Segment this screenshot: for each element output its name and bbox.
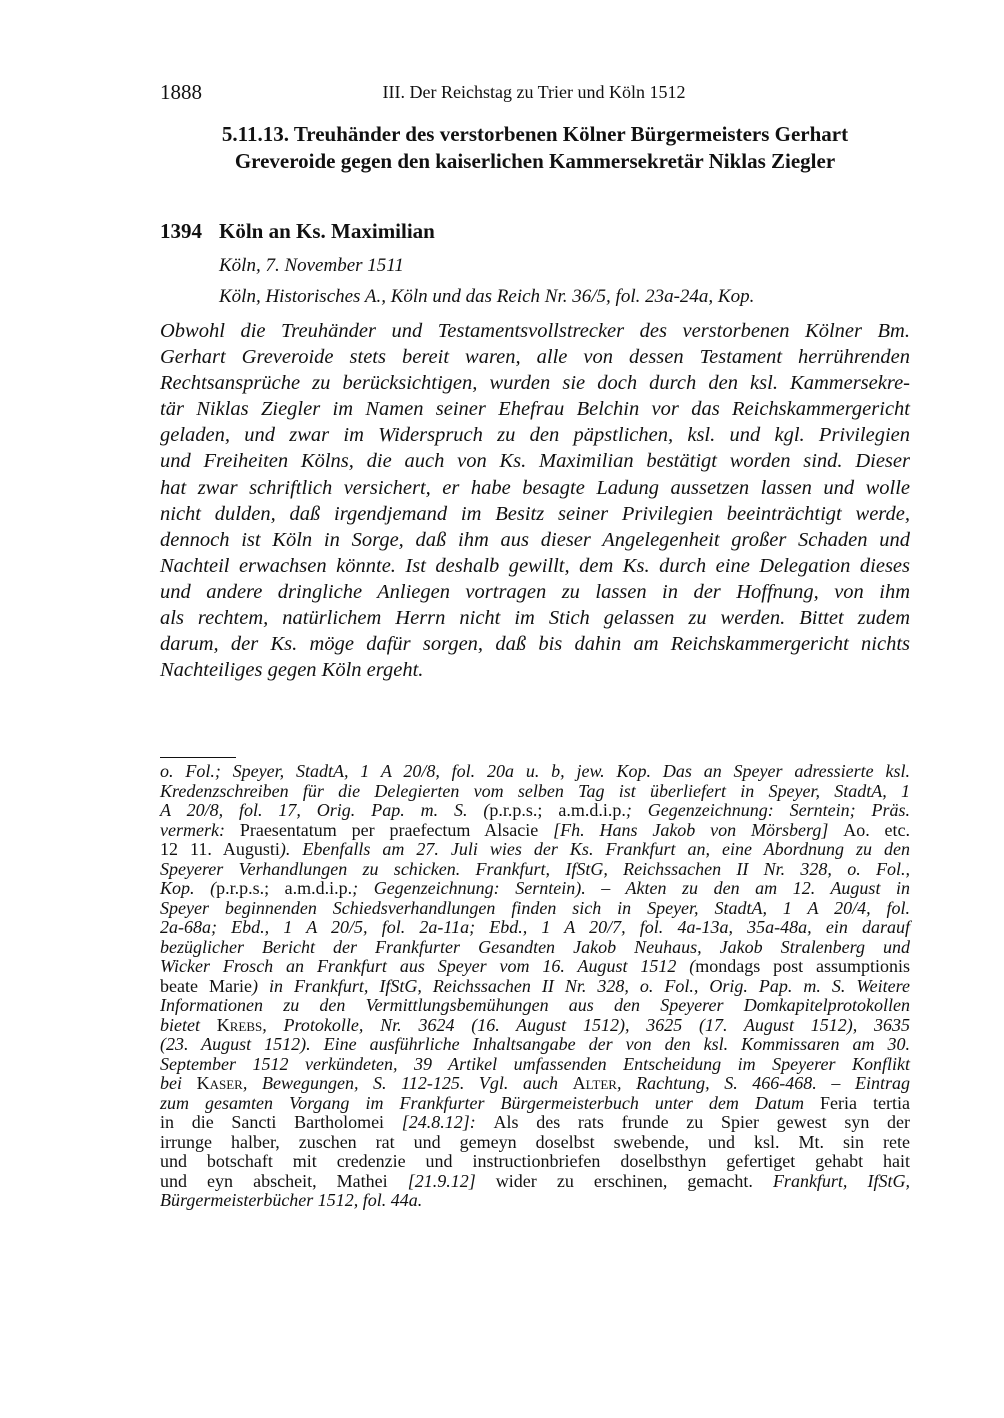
document-number: 1394 [160,219,202,243]
footnote-divider [160,757,236,758]
footnote-line: irrunge halber, zuschen rat und gemeyn doselbst swebende, und ksl. Mt. sin rete [160,1131,910,1152]
footnote-line: in die Sancti Bartholomei [24.8.12]: Als des rats frunde zu Spier gewest syn der [160,1112,911,1132]
summary-line: Nachteiliges gegen Köln ergeht. [160,659,424,682]
footnote-line: zum gesamten Vorgang im Frankfurter Bürgermeisterbuch unter dem Datum Feria tertia [160,1092,911,1113]
document-heading [160,218,910,245]
footnote [160,762,910,1211]
footnote-line: Informationen zu den Vermittlungsbemühungen aus den Speyerer Domkapitelprotokollen [160,995,910,1015]
footnote-line: und botschaft mit credenzie und instructionbriefen doselbsthyn gefertiget gehabt hait [160,1151,910,1171]
footnote-line: September 1512 verkündeten, 39 Artikel umfassenden Entscheidung im Speyerer Konflikt [160,1053,910,1074]
page-number: 1888 [160,80,202,104]
summary-line: Obwohl die Treuhänder und Testamentsvollstrecker des verstorbenen Kölner Bm. [160,320,910,342]
summary-line: Rechtsansprüche zu berücksichtigen, wurden sie doch durch den ksl. Kammersekre- [160,372,910,395]
footnote-line: beate Marie) in Frankfurt, IfStG, Reichssachen II Nr. 328, o. Fol., Orig. Pap. m. S. Weitere [160,975,910,996]
summary-line: nicht dulden, daß irgendjemand im Besitz seiner Privilegien beeinträchtigt werde, [160,502,910,525]
footnote-line: bietet Krebs, Protokolle, Nr. 3624 (16. August 1512), 3625 (17. August 1512), 3635 [160,1014,910,1035]
summary-line: und Freiheiten Kölns, die auch von Ks. Maximilian bestätigt worden sind. Dieser [160,450,910,473]
footnote-line: A 20/8, fol. 17, Orig. Pap. m. S. (p.r.p.s.; a.m.d.i.p.; Gegenzeichnung: Serntein; Präs. [160,800,910,820]
footnote-line: vermerk: Praesentatum per praefectum Alsacie [Fh. Hans Jakob von Mörsberg] Ao. etc. [160,819,911,840]
document-date: Köln, 7. November 1511 [219,255,404,276]
document-title: Köln an Ks. Maximilian [219,219,435,243]
footnote-line: Speyer beginnenden Schiedsverhandlungen finden sich in Speyer, StadtA, 1 A 20/4, fol. [160,897,910,918]
section-heading [160,121,910,175]
footnote-line: Wicker Frosch an Frankfurt aus Speyer vom 16. August 1512 (mondags post assumptionis [160,956,911,976]
summary-line: tär Niklas Ziegler im Namen seiner Ehefrau Belchin vor das Reichskammergericht [160,398,910,421]
footnote-line: 2a-68a; Ebd., 1 A 20/5, fol. 2a-11a; Ebd., 1 A 20/7, fol. 4a-13a, 35a-48a, ein darauf [160,917,910,937]
summary-line: als rechtem, natürlichem Herrn nicht im Stich gelassen zu werden. Bittet zudem [160,607,910,630]
summary-line: und andere dringliche Anliegen vortragen zu lassen in der Hoffnung, von ihm [160,580,910,603]
footnote-line: 12 11. Augusti). Ebenfalls am 27. Juli wies der Ks. Frankfurt an, eine Abordnung zu den [160,839,910,859]
footnote-line: (23. August 1512). Eine ausführliche Inhaltsangabe der von den ksl. Kommissaren am 30. [160,1034,910,1054]
summary-line: geladen, und zwar im Widerspruch zu den päpstlichen, ksl. und kgl. Privilegien [160,424,910,447]
section-heading-line: 5.11.13. Treuhänder des verstorbenen Kölner Bürgermeisters Gerhart [221,122,849,146]
running-title: III. Der Reichstag zu Trier und Köln 1512 [382,82,686,102]
document-source: Köln, Historisches A., Köln und das Reich Nr. 36/5, fol. 23a-24a, Kop. [219,286,755,307]
footnote-line: Speyerer Verhandlungen zu schicken. Frankfurt, IfStG, Reichssachen II Nr. 328, o. Fol., [160,858,910,879]
footnote-line: Kop. (p.r.p.s.; a.m.d.i.p.; Gegenzeichnung: Serntein). – Akten zu den am 12. August in [160,878,911,898]
footnote-line: und eyn abscheit, Mathei [21.9.12] wider zu erschinen, gemacht. Frankfurt, IfStG, [160,1170,910,1191]
footnote-line: bezüglicher Bericht der Frankfurter Gesandten Jakob Neuhaus, Jakob Stralenberg und [160,936,910,957]
summary-line: dennoch ist Köln in Sorge, daß ihm aus dieser Angelegenheit großer Schaden und [160,528,910,551]
summary-line: Nachteil erwachsen könnte. Ist deshalb gewillt, dem Ks. durch eine Delegation dieses [160,554,910,577]
footnote-line: Kredenzschreiben für die Delegierten vom selben Tag ist überliefert in Speyer, StadtA, 1 [160,780,910,801]
footnote-line: bei Kaser, Bewegungen, S. 112-125. Vgl. auch Alter, Rachtung, S. 466-468. – Eintrag [160,1073,911,1093]
footnote-line: o. Fol.; Speyer, StadtA, 1 A 20/8, fol. 20a u. b, jew. Kop. Das an Speyer adressierte ksl. [160,761,910,781]
document-summary [160,318,910,683]
section-heading-line: Greveroide gegen den kaiserlichen Kammersekretär Niklas Ziegler [234,149,836,173]
summary-line: hat zwar schriftlich versichert, er habe besagte Ladung aussetzen lassen und wolle [160,476,910,499]
summary-line: Gerhart Greveroide stets bereit waren, alle von dessen Testament herrührenden [160,346,910,369]
summary-line: darum, der Ks. möge dafür sorgen, daß bis dahin am Reichskammergericht nichts [160,633,910,656]
footnote-line: Bürgermeisterbücher 1512, fol. 44a. [160,1190,423,1210]
